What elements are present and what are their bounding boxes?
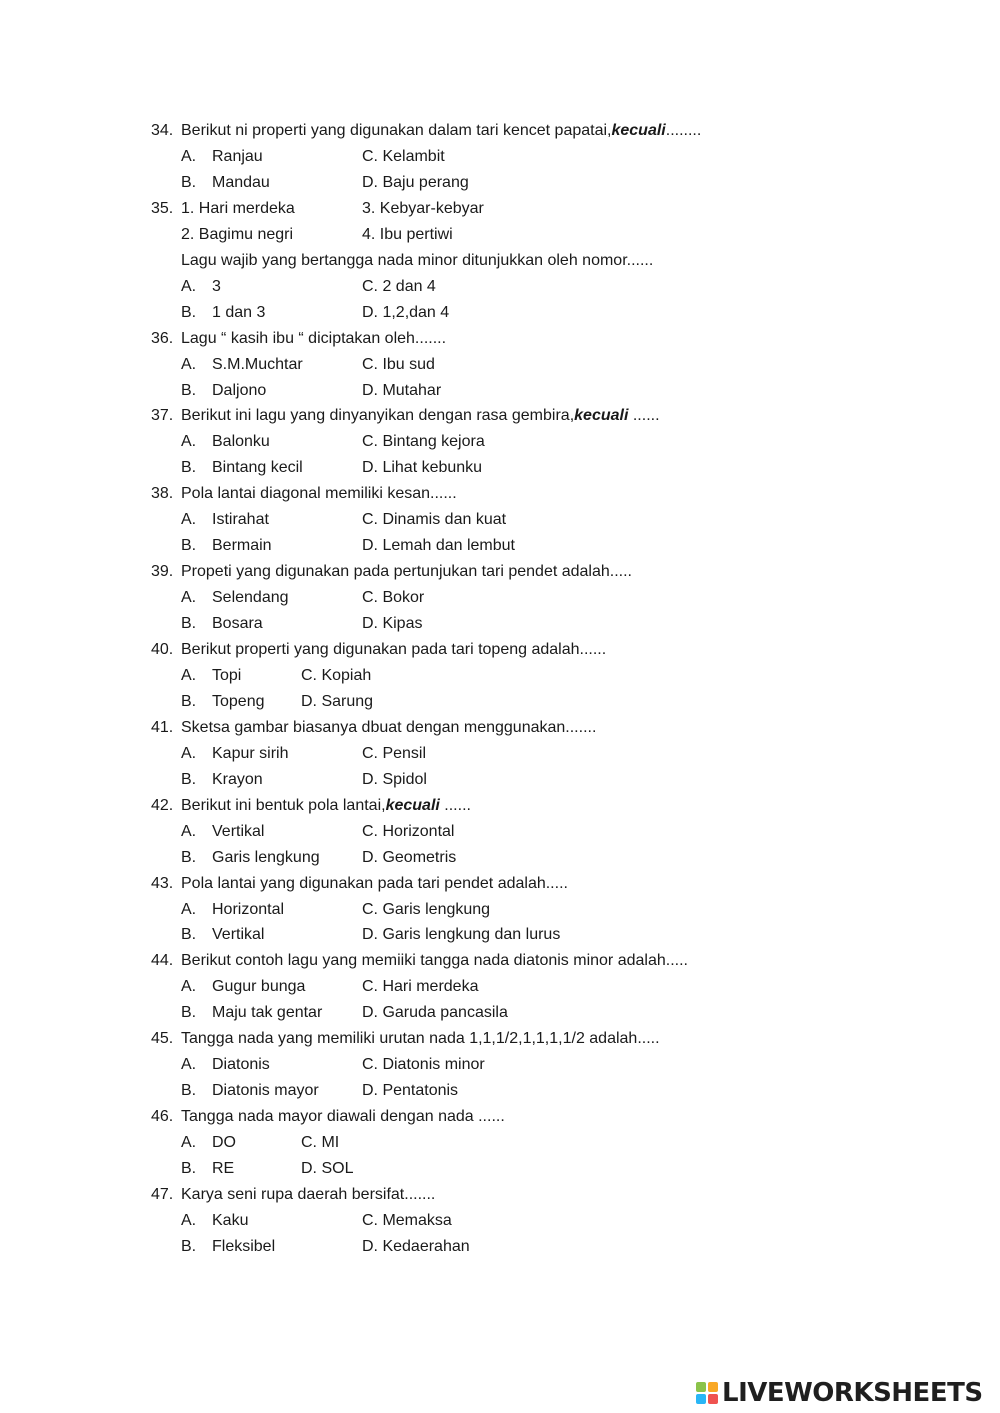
option-text: Horizontal <box>212 900 285 918</box>
option-second: C. Bintang kejora <box>362 433 485 451</box>
option-letter: B. <box>181 1082 197 1100</box>
question-text-suffix: ...... <box>439 796 471 814</box>
option-letter: B. <box>181 303 197 321</box>
option-text: Bintang kecil <box>212 459 303 477</box>
option-letter: B. <box>181 537 197 555</box>
question-number: 47. <box>151 1185 174 1203</box>
option-letter: A. <box>181 277 197 295</box>
option-second: C. Hari merdeka <box>362 978 479 996</box>
option-text: Vertikal <box>212 926 265 944</box>
question-text <box>181 406 660 426</box>
option-text: Bermain <box>212 537 272 555</box>
question-37 <box>0 406 1000 426</box>
question-text <box>181 951 688 971</box>
answer-options-row <box>0 147 1000 167</box>
question-number: 42. <box>151 796 174 814</box>
answer-options-row <box>0 432 1000 452</box>
option-text: Ranjau <box>212 147 263 165</box>
liveworksheets-logo <box>696 1378 983 1408</box>
option-text: Fleksibel <box>212 1237 276 1255</box>
option-second: D. Pentatonis <box>362 1082 459 1100</box>
answer-options-row <box>0 925 1000 945</box>
emphasis-kecuali: kecuali <box>574 407 629 425</box>
question-text-main: Sketsa gambar biasanya dbuat dengan menggunakan....... <box>181 718 597 736</box>
logo-text: LIVEWORKSHEETS <box>722 1378 983 1408</box>
option-letter: B. <box>181 459 197 477</box>
question-item: 2. Bagimu negri <box>181 225 294 243</box>
option-second: D. Spidol <box>362 770 427 788</box>
question-number: 46. <box>151 1108 174 1126</box>
option-second: D. Mutahar <box>362 381 442 399</box>
question-number: 34. <box>151 122 174 139</box>
option-second: C. 2 dan 4 <box>362 277 436 295</box>
option-letter: A. <box>181 147 197 165</box>
question-item-col2: 4. Ibu pertiwi <box>362 225 453 243</box>
question-number: 39. <box>151 563 174 581</box>
option-letter: A. <box>181 900 197 918</box>
question-36 <box>0 329 1000 349</box>
option-letter: A. <box>181 822 197 840</box>
answer-options-row <box>0 848 1000 868</box>
question-extra-line <box>0 251 1000 271</box>
option-text: Kapur sirih <box>212 744 289 762</box>
option-text: Selendang <box>212 589 289 607</box>
option-second: D. Lihat kebunku <box>362 459 483 477</box>
option-text: 3 <box>212 277 221 295</box>
option-second: C. Garis lengkung <box>362 900 491 918</box>
option-text: RE <box>212 1160 235 1177</box>
answer-options-row <box>0 355 1000 375</box>
question-42 <box>0 796 1000 816</box>
answer-options-row <box>0 381 1000 401</box>
question-45 <box>0 1029 1000 1049</box>
option-second: D. Kedaerahan <box>362 1237 470 1255</box>
question-39 <box>0 562 1000 582</box>
answer-options-row <box>0 303 1000 323</box>
option-second: D. Lemah dan lembut <box>362 537 515 555</box>
option-letter: A. <box>181 978 197 996</box>
question-46 <box>0 1107 1000 1127</box>
option-second: C. Dinamis dan kuat <box>362 511 507 529</box>
answer-options-row <box>0 977 1000 997</box>
answer-options-row <box>0 770 1000 790</box>
option-second: D. Geometris <box>362 848 457 866</box>
question-item-col2: 3. Kebyar-kebyar <box>362 199 484 217</box>
answer-options-row <box>0 1133 1000 1153</box>
question-text <box>181 199 295 219</box>
option-second: D. SOL <box>301 1160 354 1177</box>
question-number: 45. <box>151 1030 174 1048</box>
option-letter: B. <box>181 1004 197 1022</box>
question-text-main: 1. Hari merdeka <box>181 199 295 217</box>
question-number: 44. <box>151 952 174 970</box>
question-number: 40. <box>151 641 174 658</box>
answer-options-row <box>0 277 1000 297</box>
question-47 <box>0 1185 1000 1205</box>
option-letter: A. <box>181 433 197 451</box>
option-second: C. Bokor <box>362 589 425 607</box>
question-number: 43. <box>151 874 174 892</box>
option-letter: A. <box>181 744 197 762</box>
option-text: Diatonis mayor <box>212 1082 319 1100</box>
option-letter: B. <box>181 848 197 866</box>
option-letter: B. <box>181 381 197 399</box>
answer-options-row <box>0 744 1000 764</box>
option-text: Gugur bunga <box>212 978 306 996</box>
question-extra-line <box>0 225 1000 245</box>
question-41 <box>0 718 1000 738</box>
option-letter: B. <box>181 1237 197 1255</box>
option-text: Topeng <box>212 692 265 710</box>
question-number: 37. <box>151 407 174 425</box>
question-text <box>181 874 568 894</box>
option-text: S.M.Muchtar <box>212 355 303 373</box>
answer-options-row <box>0 173 1000 193</box>
question-text <box>181 329 446 349</box>
question-34 <box>0 121 1000 141</box>
question-number: 38. <box>151 485 174 503</box>
option-text: Vertikal <box>212 822 265 840</box>
question-text-main: Karya seni rupa daerah bersifat....... <box>181 1185 436 1203</box>
question-text <box>181 562 632 582</box>
option-text: Topi <box>212 666 242 684</box>
emphasis-kecuali: kecuali <box>611 122 666 139</box>
question-text-main: Tangga nada mayor diawali dengan nada ...... <box>181 1108 505 1126</box>
answer-options-row <box>0 510 1000 530</box>
option-second: C. Memaksa <box>362 1211 452 1229</box>
answer-options-row <box>0 1211 1000 1231</box>
option-letter: B. <box>181 692 197 710</box>
option-text: Balonku <box>212 433 270 451</box>
option-second: D. 1,2,dan 4 <box>362 303 450 321</box>
option-text: Daljono <box>212 381 267 399</box>
question-number: 41. <box>151 718 174 736</box>
question-text-main: Pola lantai diagonal memiliki kesan...... <box>181 485 457 503</box>
option-second: D. Sarung <box>301 692 374 710</box>
answer-options-row <box>0 458 1000 478</box>
option-letter: A. <box>181 1056 197 1074</box>
option-letter: B. <box>181 770 197 788</box>
option-second: C. Pensil <box>362 744 427 762</box>
option-second: C. Kelambit <box>362 147 445 165</box>
option-second: C. Diatonis minor <box>362 1056 485 1074</box>
answer-options-row <box>0 692 1000 712</box>
question-text-main: Berikut ini lagu yang dinyanyikan dengan rasa gembira, <box>181 407 575 425</box>
answer-options-row <box>0 666 1000 686</box>
question-text <box>181 718 596 738</box>
option-letter: B. <box>181 173 197 191</box>
question-text-main: Berikut ni properti yang digunakan dalam tari kencet papatai, <box>181 122 612 139</box>
question-text <box>181 796 471 816</box>
question-number: 35. <box>151 199 174 217</box>
logo-square-3 <box>696 1394 706 1404</box>
option-second: C. Kopiah <box>301 666 372 684</box>
answer-options-row <box>0 1003 1000 1023</box>
option-second: D. Baju perang <box>362 173 469 191</box>
question-number: 36. <box>151 329 174 347</box>
question-43 <box>0 874 1000 894</box>
answer-options-row <box>0 536 1000 556</box>
answer-options-row <box>0 822 1000 842</box>
answer-options-row <box>0 1081 1000 1101</box>
question-text <box>181 1185 435 1205</box>
option-text: Bosara <box>212 615 263 633</box>
question-text-suffix: ...... <box>628 407 660 425</box>
option-text: 1 dan 3 <box>212 303 266 321</box>
question-text-main: Berikut properti yang digunakan pada tari topeng adalah...... <box>181 641 607 658</box>
question-40 <box>0 640 1000 660</box>
emphasis-kecuali: kecuali <box>385 796 440 814</box>
option-letter: A. <box>181 1211 197 1229</box>
question-text-main: Tangga nada yang memiliki urutan nada 1,1,1/2,1,1,1,1/2 adalah..... <box>181 1030 660 1048</box>
option-second: C. Ibu sud <box>362 355 435 373</box>
option-text: Maju tak gentar <box>212 1004 323 1022</box>
question-35 <box>0 199 1000 219</box>
question-text <box>181 1107 505 1127</box>
option-second: D. Garuda pancasila <box>362 1004 508 1022</box>
answer-options-row <box>0 614 1000 634</box>
logo-square-1 <box>696 1382 706 1392</box>
option-letter: B. <box>181 1160 197 1177</box>
question-text-main: Berikut ini bentuk pola lantai, <box>181 796 386 814</box>
question-text-main: Lagu “ kasih ibu “ diciptakan oleh....... <box>181 329 447 347</box>
option-text: Kaku <box>212 1211 249 1229</box>
option-text: Diatonis <box>212 1056 270 1074</box>
question-text-suffix: ........ <box>665 122 702 139</box>
answer-options-row <box>0 1237 1000 1257</box>
option-letter: A. <box>181 511 197 529</box>
option-second: D. Garis lengkung dan lurus <box>362 926 561 944</box>
option-second: C. MI <box>301 1134 340 1152</box>
answer-options-row <box>0 588 1000 608</box>
question-text-main: Berikut contoh lagu yang memiiki tangga nada diatonis minor adalah..... <box>181 952 688 970</box>
question-text <box>181 1029 660 1049</box>
logo-square-2 <box>708 1382 718 1392</box>
option-letter: B. <box>181 615 197 633</box>
question-item: Lagu wajib yang bertangga nada minor ditunjukkan oleh nomor...... <box>181 251 654 269</box>
question-text-main: Pola lantai yang digunakan pada tari pendet adalah..... <box>181 874 568 892</box>
logo-square-4 <box>708 1394 718 1404</box>
option-letter: A. <box>181 666 197 684</box>
question-text <box>181 640 606 660</box>
question-text-main: Propeti yang digunakan pada pertunjukan tari pendet adalah..... <box>181 563 632 581</box>
option-second: D. Kipas <box>362 615 423 633</box>
option-text: Garis lengkung <box>212 848 320 866</box>
answer-options-row <box>0 900 1000 920</box>
option-letter: A. <box>181 589 197 607</box>
option-text: Istirahat <box>212 511 269 529</box>
option-second: C. Horizontal <box>362 822 455 840</box>
answer-options-row <box>0 1159 1000 1179</box>
answer-options-row <box>0 1055 1000 1075</box>
option-letter: B. <box>181 926 197 944</box>
option-letter: A. <box>181 355 197 373</box>
question-38 <box>0 484 1000 504</box>
option-text: Mandau <box>212 173 270 191</box>
option-letter: A. <box>181 1134 197 1152</box>
question-text <box>181 121 701 141</box>
liveworksheets-logo-icon <box>696 1382 718 1404</box>
option-text: DO <box>212 1134 236 1152</box>
option-text: Krayon <box>212 770 263 788</box>
question-44 <box>0 951 1000 971</box>
question-text <box>181 484 457 504</box>
